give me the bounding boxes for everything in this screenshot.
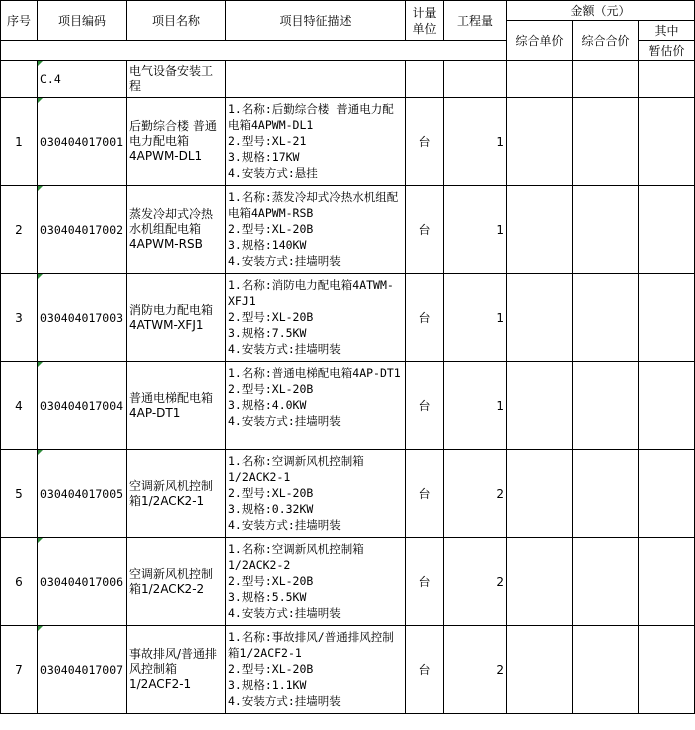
header-qty: 工程量	[444, 1, 507, 41]
row-seq: 2	[1, 186, 38, 274]
row-code: 030404017003	[38, 274, 127, 362]
row-total-price	[573, 98, 639, 186]
row-provisional	[639, 362, 695, 450]
row-total-price	[573, 362, 639, 450]
row-code: 030404017005	[38, 450, 127, 538]
table-row	[1, 186, 695, 274]
row-seq: 3	[1, 274, 38, 362]
section-row	[1, 61, 695, 98]
row-seq: 5	[1, 450, 38, 538]
row-name: 事故排风/普通排风控制箱1/2ACF2-1	[127, 626, 226, 714]
row-desc: 1.名称:后勤综合楼 普通电力配电箱4APWM-DL1 2.型号:XL-21 3.规格:17KW 4.安装方式:悬挂	[226, 98, 406, 186]
row-name: 空调新风机控制箱1/2ACK2-1	[127, 450, 226, 538]
section-name: 电气设备安装工程	[127, 61, 226, 98]
table-row	[1, 538, 695, 626]
row-provisional	[639, 450, 695, 538]
header-of-which: 其中	[639, 21, 695, 41]
row-desc: 1.名称:蒸发冷却式冷热水机组配电箱4APWM-RSB 2.型号:XL-20B 3.规格:140KW 4.安装方式:挂墙明装	[226, 186, 406, 274]
header-unit-price: 综合单价	[507, 21, 573, 61]
row-provisional	[639, 186, 695, 274]
row-provisional	[639, 626, 695, 714]
row-unit: 台	[406, 186, 444, 274]
row-unit-price	[507, 626, 573, 714]
row-qty: 2	[444, 626, 507, 714]
row-total-price	[573, 626, 639, 714]
row-seq: 7	[1, 626, 38, 714]
header-total-price: 综合合价	[573, 21, 639, 61]
row-unit-price	[507, 538, 573, 626]
section-code: C.4	[38, 61, 127, 98]
row-code: 030404017007	[38, 626, 127, 714]
row-name: 普通电梯配电箱4AP-DT1	[127, 362, 226, 450]
row-qty: 1	[444, 274, 507, 362]
row-desc: 1.名称:空调新风机控制箱1/2ACK2-2 2.型号:XL-20B 3.规格:5.5KW 4.安装方式:挂墙明装	[226, 538, 406, 626]
row-name: 空调新风机控制箱1/2ACK2-2	[127, 538, 226, 626]
header-name: 项目名称	[127, 1, 226, 41]
row-desc: 1.名称:普通电梯配电箱4AP-DT1 2.型号:XL-20B 3.规格:4.0KW 4.安装方式:挂墙明装	[226, 362, 406, 450]
row-code: 030404017001	[38, 98, 127, 186]
row-unit-price	[507, 186, 573, 274]
table-row	[1, 450, 695, 538]
row-code: 030404017006	[38, 538, 127, 626]
header-code: 项目编码	[38, 1, 127, 41]
row-qty: 2	[444, 538, 507, 626]
row-seq: 6	[1, 538, 38, 626]
row-total-price	[573, 450, 639, 538]
table-row	[1, 362, 695, 450]
row-unit-price	[507, 450, 573, 538]
table-row	[1, 98, 695, 186]
row-unit-price	[507, 362, 573, 450]
row-provisional	[639, 98, 695, 186]
row-desc: 1.名称:事故排风/普通排风控制箱1/2ACF2-1 2.型号:XL-20B 3.规格:1.1KW 4.安装方式:挂墙明装	[226, 626, 406, 714]
header-desc: 项目特征描述	[226, 1, 406, 41]
row-seq: 4	[1, 362, 38, 450]
row-provisional	[639, 538, 695, 626]
row-total-price	[573, 538, 639, 626]
row-seq: 1	[1, 98, 38, 186]
row-provisional	[639, 274, 695, 362]
header-unit: 计量 单位	[406, 1, 444, 41]
row-name: 后勤综合楼 普通电力配电箱4APWM-DL1	[127, 98, 226, 186]
row-qty: 1	[444, 362, 507, 450]
row-total-price	[573, 186, 639, 274]
row-desc: 1.名称:空调新风机控制箱1/2ACK2-1 2.型号:XL-20B 3.规格:0.32KW 4.安装方式:挂墙明装	[226, 450, 406, 538]
row-code: 030404017002	[38, 186, 127, 274]
row-unit: 台	[406, 98, 444, 186]
header-provisional: 暂估价	[639, 41, 695, 61]
row-name: 蒸发冷却式冷热水机组配电箱4APWM-RSB	[127, 186, 226, 274]
header-amount: 金额（元）	[507, 1, 695, 21]
row-unit: 台	[406, 626, 444, 714]
row-name: 消防电力配电箱4ATWM-XFJ1	[127, 274, 226, 362]
row-desc: 1.名称:消防电力配电箱4ATWM-XFJ1 2.型号:XL-20B 3.规格:7.5KW 4.安装方式:挂墙明装	[226, 274, 406, 362]
row-code: 030404017004	[38, 362, 127, 450]
table-row	[1, 274, 695, 362]
row-total-price	[573, 274, 639, 362]
row-unit-price	[507, 98, 573, 186]
table-row	[1, 626, 695, 714]
row-qty: 1	[444, 186, 507, 274]
row-unit-price	[507, 274, 573, 362]
row-qty: 1	[444, 98, 507, 186]
row-unit: 台	[406, 274, 444, 362]
row-qty: 2	[444, 450, 507, 538]
row-unit: 台	[406, 362, 444, 450]
header-seq: 序号	[1, 1, 38, 41]
row-unit: 台	[406, 538, 444, 626]
row-unit: 台	[406, 450, 444, 538]
